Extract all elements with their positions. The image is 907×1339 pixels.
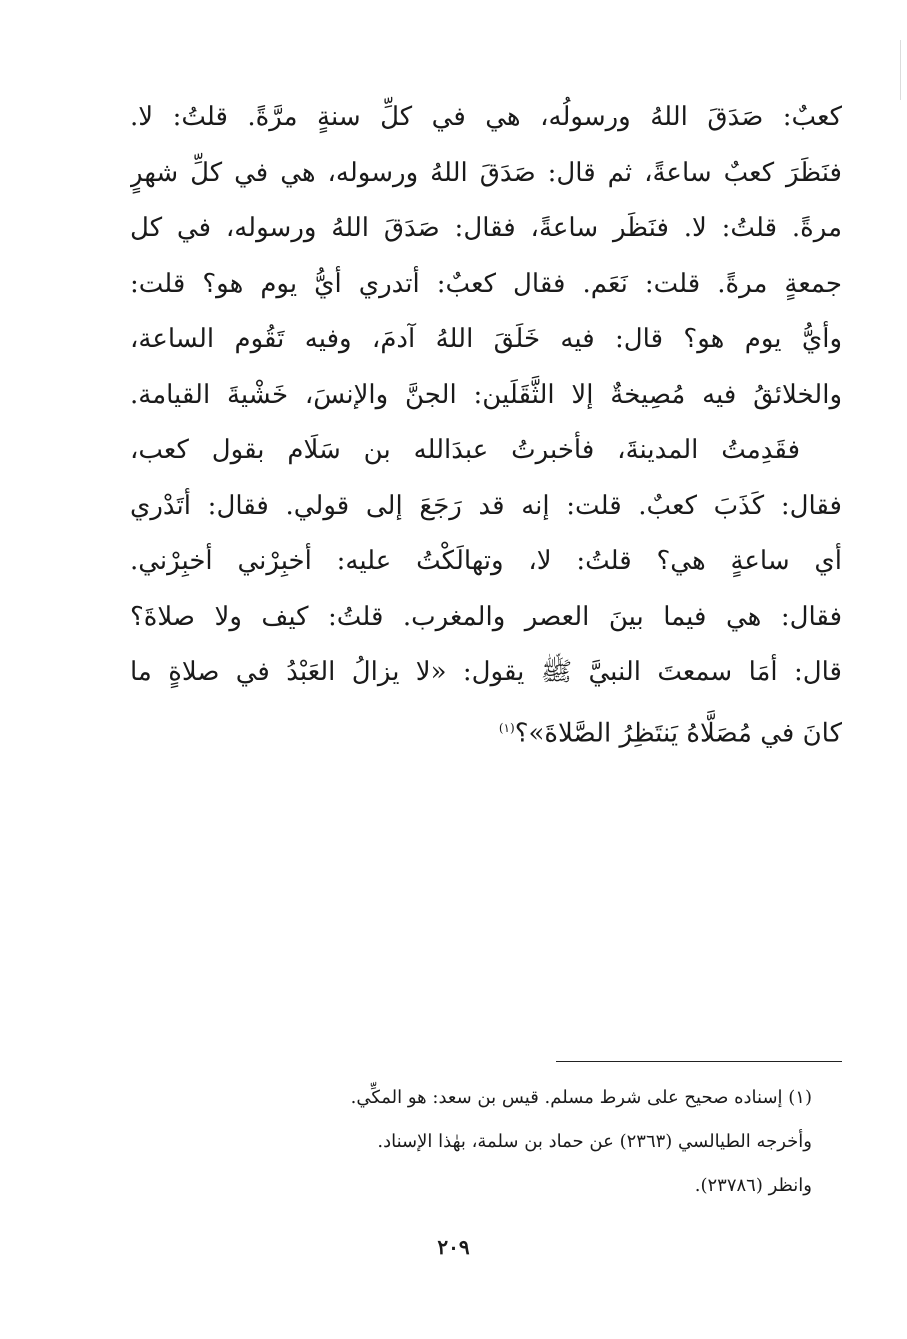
text-line: فقال: هي فيما بينَ العصر والمغرب. قلتُ: كيف ولا صلاةَ؟ xyxy=(130,601,842,632)
text-line: فنَظَرَ كعبٌ ساعةً، ثم قال: صَدَقَ اللهُ ورسوله، هي في كلِّ شهرٍ xyxy=(130,157,842,188)
footnote-marker: (١) xyxy=(498,720,515,735)
text-line: والخلائقُ فيه مُصِيخةٌ إلا الثَّقَلَين: الجنَّ والإنسَ، خَشْيةَ القيامة. xyxy=(130,379,842,410)
page-edge-mark xyxy=(900,40,901,100)
text-line: فقَدِمتُ المدينةَ، فأخبرتُ عبدَالله بن سَلَام بقول كعب، xyxy=(130,435,800,465)
paragraph-1 xyxy=(130,90,842,424)
text-line-content: كانَ في مُصَلَّاهُ يَنتَظِرُ الصَّلاةَ»؟ xyxy=(514,718,842,749)
footnote-separator xyxy=(556,1061,842,1062)
text-line xyxy=(130,701,842,757)
page-number: ٢٠٩ xyxy=(437,1235,470,1259)
footnote-line: وأخرجه الطيالسي (٢٣٦٣) عن حماد بن سلمة، بهٰذا الإسناد. xyxy=(377,1131,812,1152)
text-line: وأيُّ يوم هو؟ قال: فيه خَلَقَ اللهُ آدمَ، وفيه تَقُوم الساعة، xyxy=(130,324,842,355)
footnote-line: (١) إسناده صحيح على شرط مسلم. قيس بن سعد: هو المكِّي. xyxy=(350,1087,812,1108)
text-line: أي ساعةٍ هي؟ قلتُ: لا، وتهالَكْتُ عليه: أخبِرْني أخبِرْني. xyxy=(130,546,842,577)
paragraph-2 xyxy=(130,423,842,757)
text-line: فقال: كَذَبَ كعبٌ. قلت: إنه قد رَجَعَ إلى قولي. فقال: أتَدْري xyxy=(130,490,842,521)
text-line: مرةً. قلتُ: لا. فنَظَر ساعةً، فقال: صَدَقَ اللهُ ورسوله، في كل xyxy=(130,213,842,244)
text-line: جمعةٍ مرةً. قلت: نَعَم. فقال كعبٌ: أتدري أيُّ يوم هو؟ قلت: xyxy=(130,268,842,299)
text-line: قال: أمَا سمعتَ النبيَّ ﷺ يقول: «لا يزالُ العَبْدُ في صلاةٍ ما xyxy=(130,657,842,688)
footnote-line: وانظر (٢٣٧٨٦). xyxy=(694,1175,812,1196)
text-line: كعبٌ: صَدَقَ اللهُ ورسولُه، هي في كلِّ سنةٍ مرَّةً. قلتُ: لا. xyxy=(130,102,842,132)
footnotes xyxy=(200,1076,812,1208)
